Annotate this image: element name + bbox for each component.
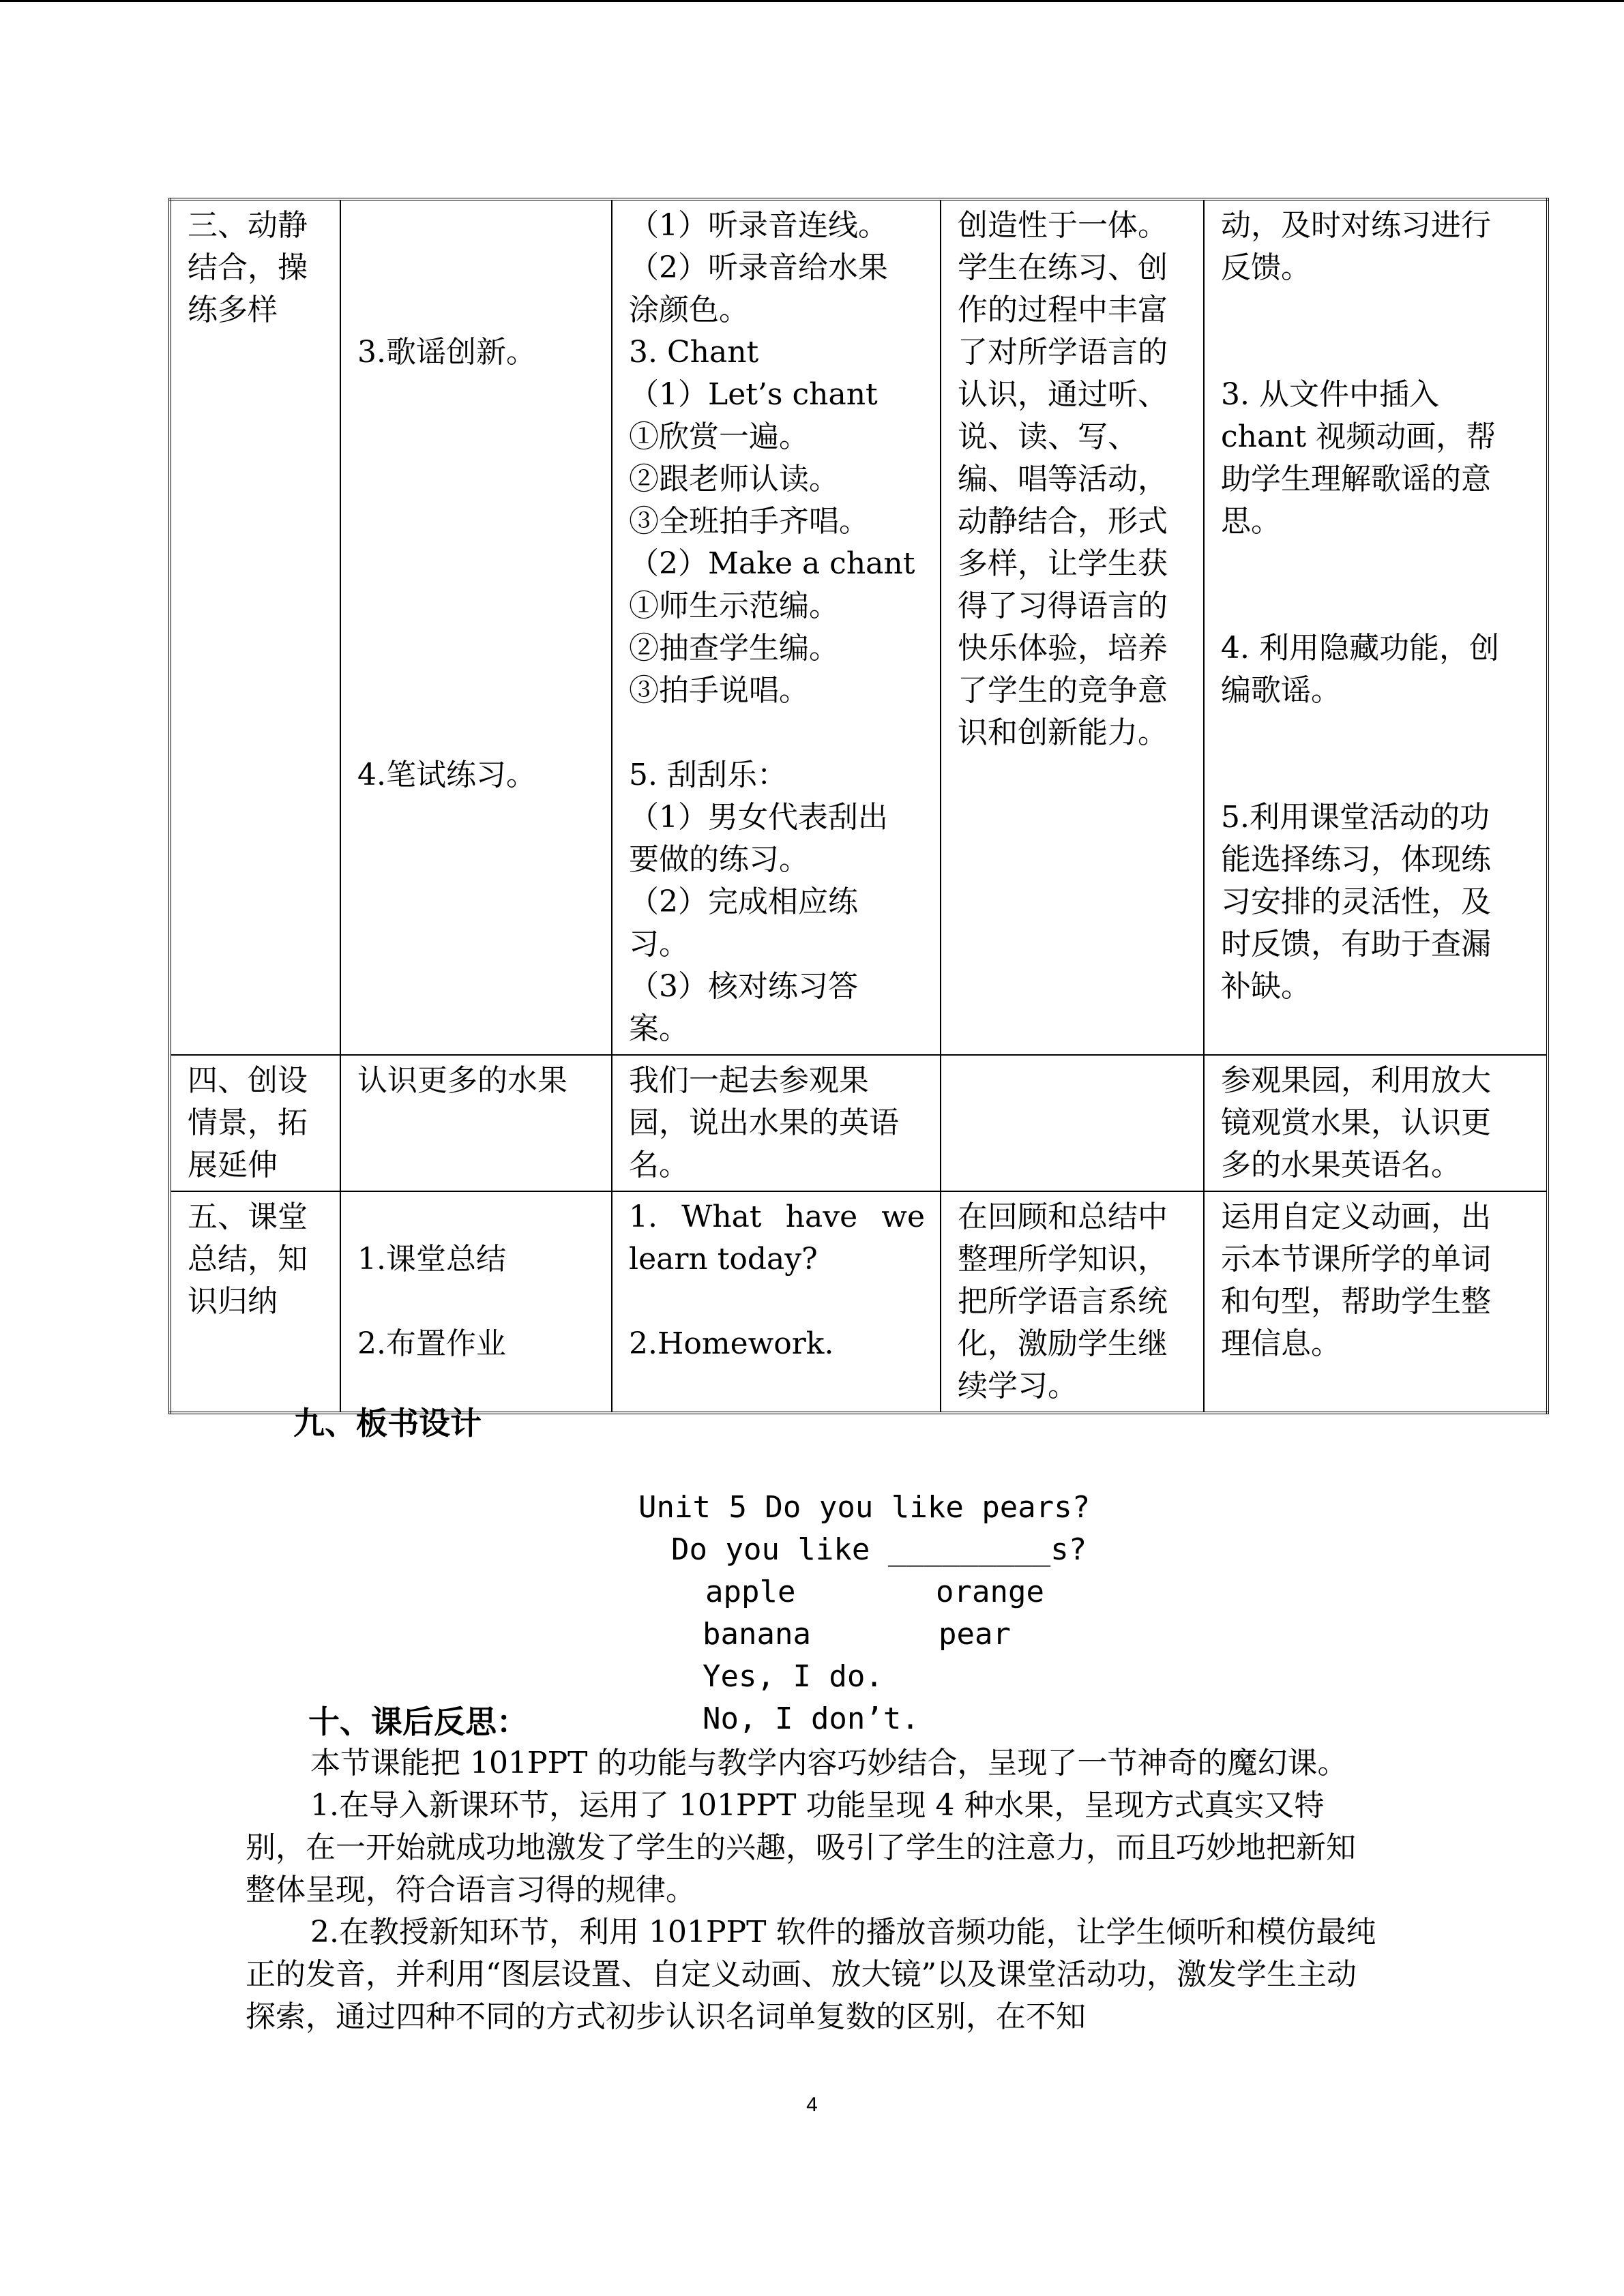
stage-cell: 五、课堂 总结，知 识归纳 — [170, 1191, 340, 1413]
tech-cell: 动，及时对练习进行 反馈。 3. 从文件中插入 chant 视频动画，帮 助学生理解歌谣的意 思。 4. 利用隐藏功能，创 编歌谣。 5.利用课堂活动的功 能选择练习，体现练 习安排的灵活性，及 时反馈，有助于查漏 补缺。 — [1204, 199, 1548, 1055]
activity-cell: （1）听录音连线。 （2）听录音给水果 涂颜色。 3. Chant （1）Let’s chant ①欣赏一遍。 ②跟老师认读。 ③全班拍手齐唱。 （2）Make a chant ①师生示范编。 ②抽查学生编。 ③拍手说唱。 5. 刮刮乐： （1）男女代表刮出 要做的练习。 （2）完成相应练 习。 （3）核对练习答 案。 — [612, 199, 941, 1055]
board-word: apple — [705, 1575, 796, 1609]
activity-cell: 1. What have we learn today? 2.Homework. — [612, 1191, 941, 1413]
board-answer-yes: Yes, I do. — [703, 1659, 883, 1694]
board-heading: 九、板书设计 — [293, 1405, 482, 1442]
stage-cell: 四、创设 情景，拓 展延伸 — [170, 1055, 340, 1191]
reflection-heading: 十、课后反思： — [308, 1703, 528, 1740]
board-word: banana — [703, 1617, 811, 1652]
step-cell: 认识更多的水果 — [340, 1055, 612, 1191]
board-question: Do you like _________s? — [671, 1532, 1087, 1567]
board-answer-no: No, I don’t. — [703, 1701, 919, 1736]
step-cell: 3.歌谣创新。 4.笔试练习。 — [340, 199, 612, 1055]
board-word: orange — [936, 1575, 1044, 1609]
intent-cell — [941, 1055, 1204, 1191]
board-word: pear — [939, 1617, 1011, 1652]
reflection-paragraph: 2.在教授新知环节，利用 101PPT 软件的播放音频功能，让学生倾听和模仿最纯正的发音，并利用“图层设置、自定义动画、放大镜”以及课堂活动功，激发学生主动探索，通过四种不同的方式初步认识名词单复数的区别，在不知 — [246, 1915, 1376, 2034]
stage-cell: 三、动静 结合，操 练多样 — [170, 199, 340, 1055]
page-number: 4 — [806, 2093, 818, 2116]
intent-cell: 在回顾和总结中 整理所学知识， 把所学语言系统 化，激励学生继 续学习。 — [941, 1191, 1204, 1413]
lesson-procedure-table — [168, 198, 1549, 1414]
intent-cell: 创造性于一体。 学生在练习、创 作的过程中丰富 了对所学语言的 认识，通过听、 说、读、写、 编、唱等活动， 动静结合，形式 多样，让学生获 得了习得语言的 快乐体验，培养 了学生的竞争意 识和创新能力。 — [941, 199, 1204, 1055]
activity-cell: 我们一起去参观果 园，说出水果的英语 名。 — [612, 1055, 941, 1191]
table-row — [170, 1191, 1548, 1413]
tech-cell: 参观果园，利用放大 镜观赏水果，认识更 多的水果英语名。 — [1204, 1055, 1548, 1191]
reflection-body — [246, 1742, 1378, 2038]
reflection-paragraph: 本节课能把 101PPT 的功能与教学内容巧妙结合，呈现了一节神奇的魔幻课。 — [310, 1746, 1348, 1780]
tech-cell: 运用自定义动画，出 示本节课所学的单词 和句型，帮助学生整 理信息。 — [1204, 1191, 1548, 1413]
step-cell: 1.课堂总结 2.布置作业 — [340, 1191, 612, 1413]
table-row — [170, 1055, 1548, 1191]
board-title: Unit 5 Do you like pears? — [638, 1490, 1091, 1525]
page-top-border — [0, 0, 1624, 2]
table-row — [170, 199, 1548, 1055]
reflection-paragraph: 1.在导入新课环节，运用了 101PPT 功能呈现 4 种水果，呈现方式真实又特别，在一开始就成功地激发了学生的兴趣，吸引了学生的注意力，而且巧妙地把新知整体呈现，符合语言习得的规律。 — [246, 1788, 1356, 1907]
